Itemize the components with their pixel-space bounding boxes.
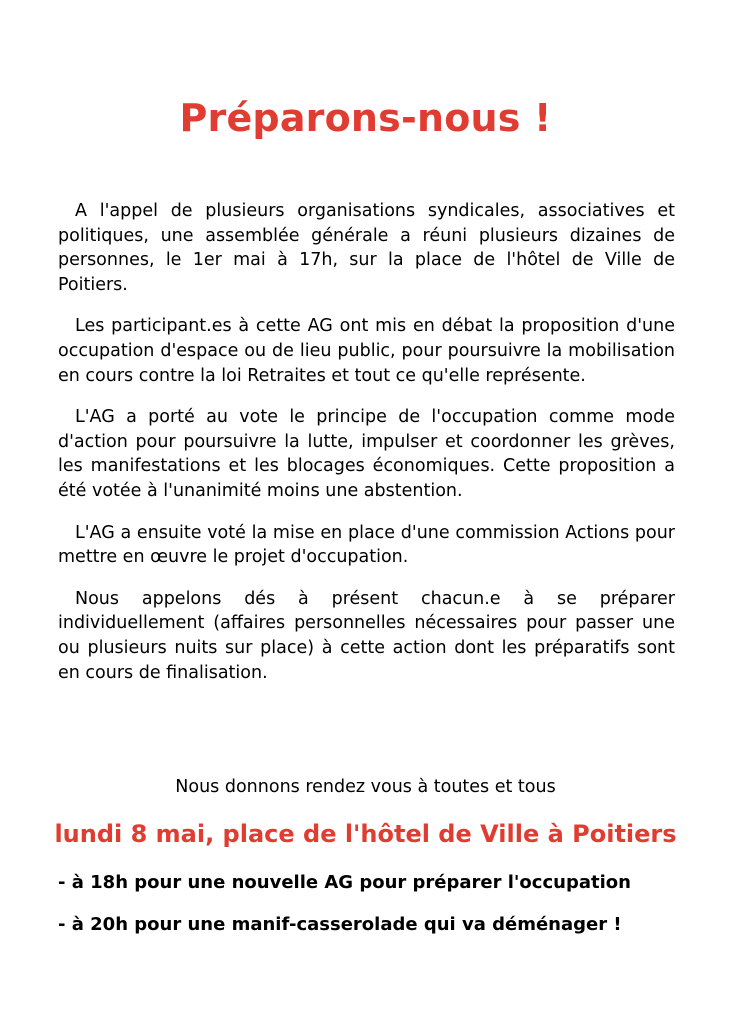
schedule-item-manif: - à 20h pour une manif-casserolade qui va déménager ! xyxy=(58,914,622,935)
paragraph-appeal: Nous appelons dés à présent chacun.e à se préparer individuellement (affaires personnelles nécessaires pour passer une ou plusieurs nuits sur place) à cette action dont les préparatifs sont en cours de finalisation. xyxy=(58,588,675,683)
paragraph-vote: L'AG a porté au vote le principe de l'occupation comme mode d'action pour poursuivre la lutte, impulser et coordonner les grèves, les manifestations et les blocages économiques. Cette proposition a été votée à l'unanimité moins une abstention. xyxy=(58,407,675,501)
invite-line: Nous donnons rendez vous à toutes et tous xyxy=(175,777,556,797)
paragraph-commission: L'AG a ensuite voté la mise en place d'une commission Actions pour mettre en œuvre le projet d'occupation. xyxy=(58,522,675,568)
paragraph-debate: Les participant.es à cette AG ont mis en débat la proposition d'une occupation d'espace ou de lieu public, pour poursuivre la mobilisation en cours contre la loi Retraites et tout ce qu'elle représente. xyxy=(58,316,675,386)
paragraph-call: A l'appel de plusieurs organisations syndicales, associatives et politiques, une assemblée générale a réuni plusieurs dizaines de personnes, le 1er mai à 17h, sur la place de l'hôtel de Ville de Poitiers. xyxy=(58,201,675,295)
flyer-title: Préparons-nous ! xyxy=(179,96,552,140)
flyer-body xyxy=(58,199,675,702)
event-heading: lundi 8 mai, place de l'hôtel de Ville à Poitiers xyxy=(54,820,677,848)
schedule-item-ag: - à 18h pour une nouvelle AG pour préparer l'occupation xyxy=(58,872,631,893)
